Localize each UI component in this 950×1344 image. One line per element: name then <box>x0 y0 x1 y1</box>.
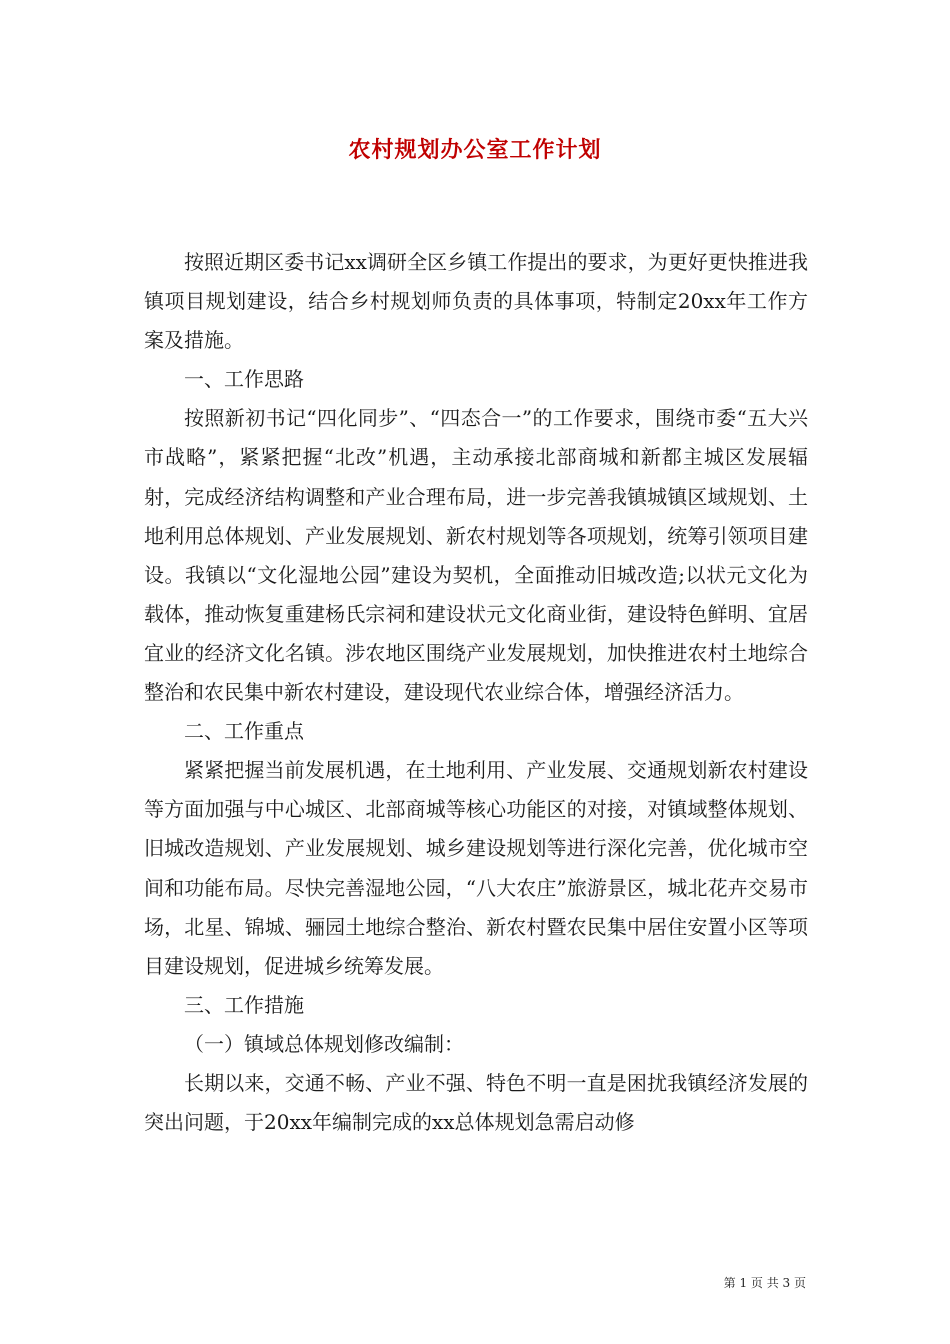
paragraph-master-plan: 长期以来，交通不畅、产业不强、特色不明一直是困扰我镇经济发展的突出问题，于20xx年编制完成的xx总体规划急需启动修 <box>144 1070 808 1135</box>
document-body <box>144 243 808 1142</box>
document-title: 农村规划办公室工作计划 <box>348 137 602 163</box>
paragraph-intro: 按照近期区委书记xx调研全区乡镇工作提出的要求，为更好更快推进我镇项目规划建设，结合乡村规划师负责的具体事项，特制定20xx年工作方案及措施。 <box>144 250 808 353</box>
page-number: 第 1 页 共 3 页 <box>723 1276 806 1290</box>
paragraph-work-thinking: 按照新初书记“四化同步”、“四态合一”的工作要求，围绕市委“五大兴市战略”，紧紧把握“北改”机遇，主动承接北部商城和新都主城区发展辐射，完成经济结构调整和产业合理布局，进一步完善我镇城镇区域规划、土地利用总体规划、产业发展规划、新农村规划等各项规划，统筹引领项目建设。我镇以“文化湿地公园”建设为契机，全面推动旧城改造;以状元文化为载体，推动恢复重建杨氏宗祠和建设状元文化商业街，建设特色鲜明、宜居宜业的经济文化名镇。涉农地区围绕产业发展规划，加快推进农村土地综合整治和农民集中新农村建设，建设现代农业综合体，增强经济活力。 <box>144 406 808 705</box>
subheading-master-plan: （一）镇域总体规划修改编制： <box>184 1031 464 1056</box>
heading-work-measures: 三、工作措施 <box>184 992 304 1017</box>
paragraph-work-focus: 紧紧把握当前发展机遇，在土地利用、产业发展、交通规划新农村建设等方面加强与中心城区、北部商城等核心功能区的对接，对镇域整体规划、旧城改造规划、产业发展规划、城乡建设规划等进行深化完善，优化城市空间和功能布局。尽快完善湿地公园，“八大农庄”旅游景区，城北花卉交易市场，北星、锦城、骊园土地综合整治、新农村暨农民集中居住安置小区等项目建设规划，促进城乡统筹发展。 <box>144 758 808 978</box>
heading-work-focus: 二、工作重点 <box>184 719 304 744</box>
heading-work-thinking: 一、工作思路 <box>184 367 304 392</box>
